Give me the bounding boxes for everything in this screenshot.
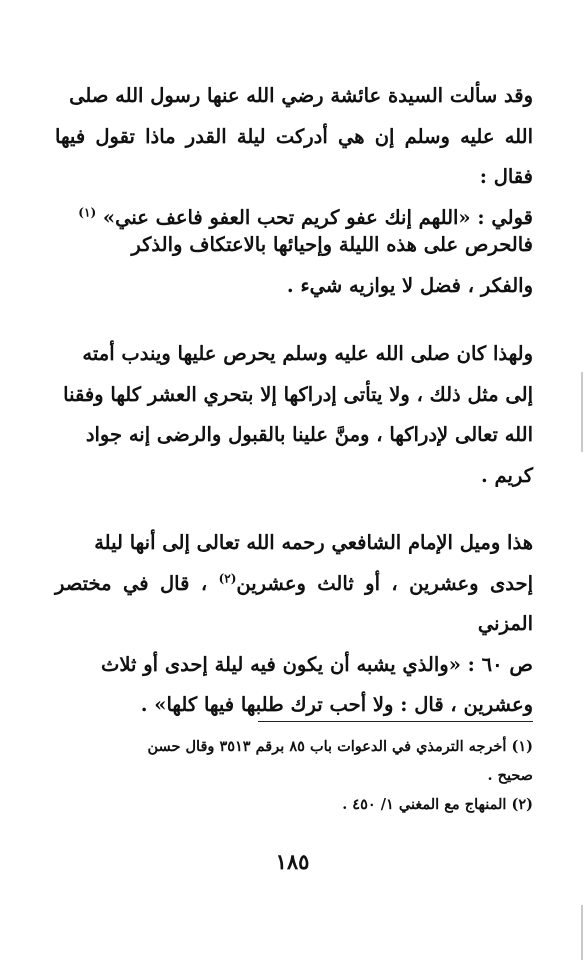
paragraph-3-line-3: الله تعالى لإدراكها ، ومنَّ علينا بالقبول والرضى إنه جواد — [85, 423, 533, 446]
footnote-1-line-2: صحيح . — [487, 767, 533, 784]
paragraph-4 — [55, 523, 533, 726]
paragraph-3-line-2: إلى مثل ذلك ، ولا يتأتى إدراكها إلا بتحري العشر كلها وفقنا — [63, 382, 533, 406]
paragraph-1-line-3: قولي : «اللهم إنك عفو كريم تحب العفو فاعف عني» — [102, 205, 533, 229]
paragraph-4-line-1-rest: رحمه الله تعالى إلى أنها ليلة — [94, 531, 325, 554]
paragraph-3-line-1: ولهذا كان صلى الله عليه وسلم يحرص عليها ويندب أمته — [82, 342, 533, 365]
footnotes — [55, 732, 533, 819]
page-edge-mark — [581, 905, 583, 960]
paragraph-2-line-2: والفكر ، فضل لا يوازيه شيء . — [286, 273, 533, 297]
page-edge-mark — [581, 372, 583, 452]
paragraph-2 — [55, 225, 533, 306]
paragraph-3-line-4: كريم . — [480, 463, 533, 487]
paragraph-4-line-2-end: ، قال في مختصر المزني — [55, 571, 533, 635]
paragraph-2-line-1: فالحرص على هذه الليلة وإحيائها بالاعتكاف والذكر — [131, 233, 533, 256]
footnote-separator — [258, 721, 533, 722]
footnote-ref-1[interactable]: (١) — [78, 205, 97, 219]
paragraph-4-line-4: وعشرين ، قال : ولا أحب ترك طلبها فيها كلها» . — [140, 693, 533, 716]
page-number: ١٨٥ — [275, 849, 310, 874]
paragraph-3 — [55, 334, 533, 496]
paragraph-1 — [55, 76, 533, 238]
paragraph-1-line-1: وقد سألت السيدة عائشة رضي الله عنها رسول الله صلى — [69, 84, 533, 107]
footnote-ref-2[interactable]: (٢) — [218, 571, 237, 585]
footnote-2: (٢) المنهاج مع المغني ١/ ٤٥٠ . — [342, 796, 533, 813]
paragraph-4-line-2-start: إحدى وعشرين ، أو ثالث وعشرين — [236, 571, 533, 595]
paragraph-4-lead-bold: هذا وميل الإمام الشافعي — [331, 531, 533, 554]
paragraph-4-line-3: ص ٦٠ : «والذي يشبه أن يكون فيه ليلة إحدى أو ثلاث — [101, 652, 533, 676]
paragraph-1-line-2: الله عليه وسلم إن هي أدركت ليلة القدر ماذا تقول فيها فقال : — [55, 124, 533, 188]
footnote-1-line-1: (١) أخرجه الترمذي في الدعوات باب ٨٥ برقم ٣٥١٣ وقال حسن — [147, 738, 533, 755]
